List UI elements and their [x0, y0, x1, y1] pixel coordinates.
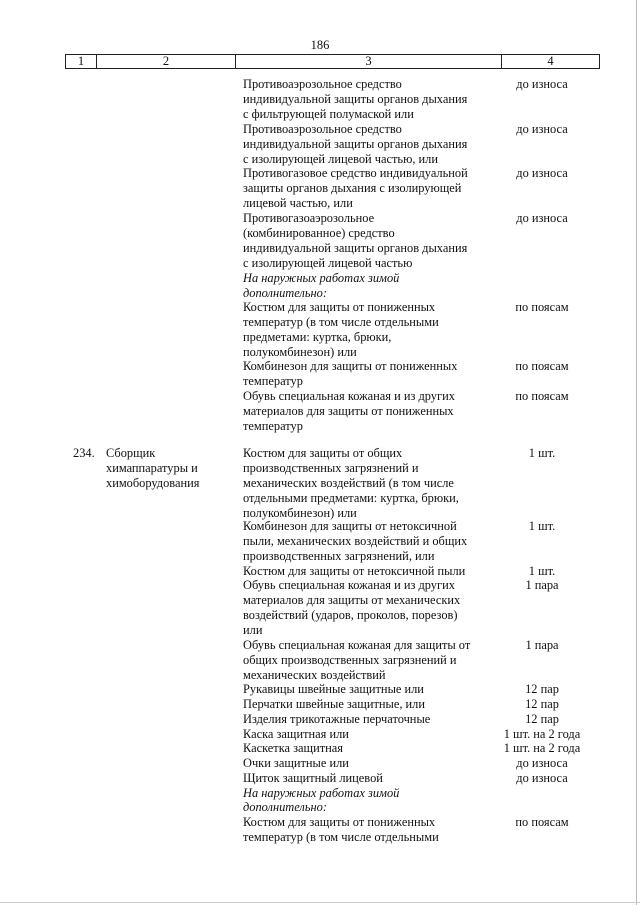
item-norm: 1 шт.	[528, 446, 556, 460]
item-text-line: полукомбинезон) или	[243, 345, 357, 359]
item-text-line: температур (в том числе отдельными	[243, 830, 439, 844]
item-text-line: Комбинезон для защиты от нетоксичной	[243, 519, 457, 533]
item-text-line: с изолирующей лицевой частью, или	[243, 152, 438, 166]
item-norm: до износа	[516, 771, 568, 785]
item-text-line: Перчатки швейные защитные, или	[243, 697, 425, 711]
item-text-line: Противоаэрозольное средство	[243, 122, 402, 136]
item-text-line: материалов для защиты от пониженных	[243, 404, 454, 418]
item-text-line: с изолирующей лицевой частью	[243, 256, 413, 270]
item-text-line: индивидуальной защиты органов дыхания	[243, 137, 468, 151]
item-norm: 12 пар	[525, 682, 559, 696]
profession-line: химаппаратуры и	[106, 461, 198, 475]
item-text-line: производственных загрязнений, или	[243, 549, 435, 563]
table-header	[65, 54, 600, 69]
item-norm: 12 пар	[525, 712, 559, 726]
item-norm: 1 шт.	[528, 519, 556, 533]
item-text-line: Рукавицы швейные защитные или	[243, 682, 424, 696]
item-norm: по поясам	[515, 815, 569, 829]
item-text-line: Каскетка защитная	[243, 741, 343, 755]
page-edge	[636, 0, 637, 905]
item-norm: по поясам	[515, 389, 569, 403]
item-text-line: предметами: куртка, брюки,	[243, 330, 392, 344]
item-text-line: Костюм для защиты от нетоксичной пыли	[243, 564, 466, 578]
item-text-line: Комбинезон для защиты от пониженных	[243, 359, 458, 373]
item-norm: до износа	[516, 756, 568, 770]
item-text-line: Костюм для защиты от общих	[243, 446, 403, 460]
item-norm: до износа	[516, 211, 568, 225]
item-text-line: воздействий (ударов, проколов, порезов)	[243, 608, 458, 622]
item-text-line: температур	[243, 419, 303, 433]
item-text-line: Щиток защитный лицевой	[243, 771, 383, 785]
item-text-line: защиты органов дыхания с изолирующей	[243, 181, 462, 195]
winter-note: На наружных работах зимой	[243, 271, 400, 285]
item-text-line: Изделия трикотажные перчаточные	[243, 712, 431, 726]
item-text-line: с фильтрующей полумаской или	[243, 107, 414, 121]
column-header-3: 3	[236, 55, 502, 68]
item-text-line: или	[243, 623, 263, 637]
item-norm: по поясам	[515, 359, 569, 373]
item-text-line: Костюм для защиты от пониженных	[243, 815, 436, 829]
item-text-line: материалов для защиты от механических	[243, 593, 461, 607]
item-norm: 1 пара	[525, 578, 559, 592]
winter-note: дополнительно:	[243, 286, 327, 300]
item-text-line: производственных загрязнений и	[243, 461, 419, 475]
item-text-line: механических воздействий	[243, 668, 386, 682]
item-text-line: лицевой частью, или	[243, 196, 353, 210]
item-text-line: Противоаэрозольное средство	[243, 77, 402, 91]
entry-number: 234.	[73, 446, 95, 460]
column-header-2: 2	[97, 55, 236, 68]
item-norm: 1 шт. на 2 года	[503, 741, 581, 755]
item-norm: по поясам	[515, 300, 569, 314]
item-text-line: полукомбинезон) или	[243, 506, 357, 520]
item-text-line: Очки защитные или	[243, 756, 349, 770]
item-norm: до износа	[516, 77, 568, 91]
winter-note: На наружных работах зимой	[243, 786, 400, 800]
column-header-4: 4	[547, 54, 554, 68]
item-text-line: (комбинированное) средство	[243, 226, 395, 240]
item-norm: 1 шт.	[528, 564, 556, 578]
item-text-line: индивидуальной защиты органов дыхания	[243, 92, 468, 106]
item-text-line: Противогазовое средство индивидуальной	[243, 166, 468, 180]
item-text-line: индивидуальной защиты органов дыхания	[243, 241, 468, 255]
item-norm: 12 пар	[525, 697, 559, 711]
item-text-line: температур	[243, 374, 303, 388]
item-text-line: общих производственных загрязнений и	[243, 653, 457, 667]
item-norm: до износа	[516, 122, 568, 136]
item-norm: 1 шт. на 2 года	[503, 727, 581, 741]
profession-line: Сборщик	[106, 446, 156, 460]
column-header-1: 1	[66, 55, 97, 68]
item-text-line: отдельными предметами: куртка, брюки,	[243, 491, 459, 505]
item-text-line: Обувь специальная кожаная для защиты от	[243, 638, 471, 652]
item-text-line: Каска защитная или	[243, 727, 349, 741]
item-text-line: Костюм для защиты от пониженных	[243, 300, 436, 314]
item-text-line: механических воздействий (в том числе	[243, 476, 454, 490]
page-edge	[0, 902, 640, 903]
item-text-line: температур (в том числе отдельными	[243, 315, 439, 329]
item-text-line: Обувь специальная кожаная и из других	[243, 578, 455, 592]
item-text-line: Противогазоаэрозольное	[243, 211, 375, 225]
profession-line: химоборудования	[106, 476, 200, 490]
item-norm: до износа	[516, 166, 568, 180]
item-norm: 1 пара	[525, 638, 559, 652]
page-number: 186	[310, 38, 330, 52]
item-text-line: пыли, механических воздействий и общих	[243, 534, 468, 548]
item-text-line: Обувь специальная кожаная и из других	[243, 389, 455, 403]
winter-note: дополнительно:	[243, 800, 327, 814]
